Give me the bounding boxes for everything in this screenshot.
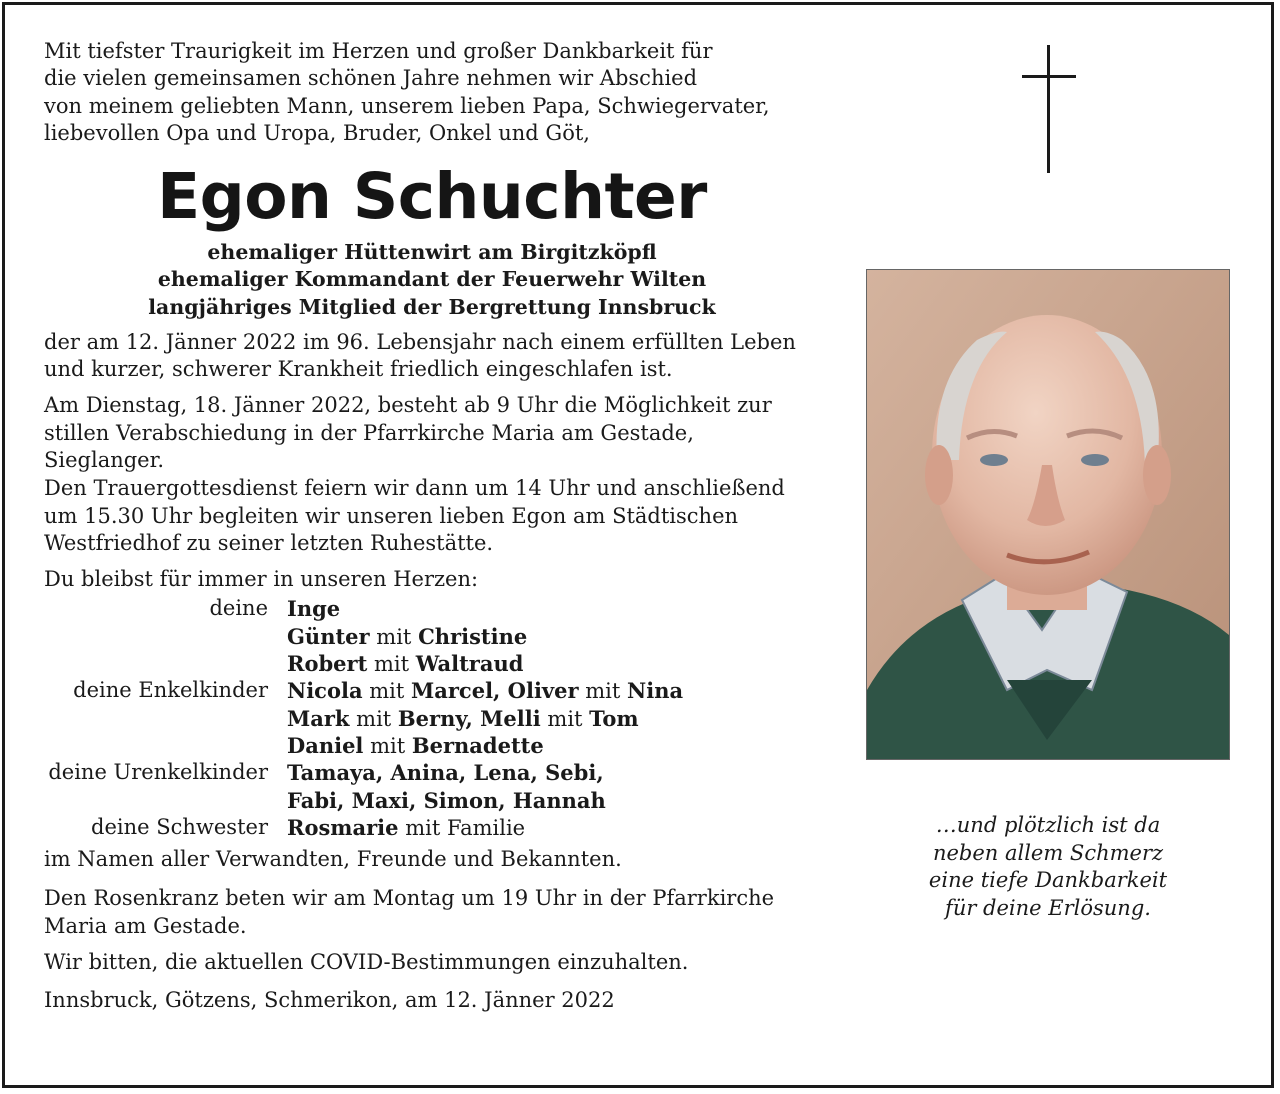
mit-word: mit <box>369 679 405 704</box>
mit-word: mit <box>356 706 392 731</box>
title-line: langjähriges Mitglied der Bergrettung Innsbruck <box>148 294 716 319</box>
covid-line: Wir bitten, die aktuellen COVID-Bestimmungen einzuhalten. <box>44 950 689 975</box>
title-line: ehemaliger Kommandant der Feuerwehr Wilten <box>157 267 707 292</box>
rosary-line: Maria am Gestade. <box>44 913 247 938</box>
family-name: Christine <box>418 623 528 649</box>
service-line: Den Trauergottesdienst feiern wir dann um 14 Uhr und anschließend <box>44 476 785 501</box>
family-names <box>287 705 639 732</box>
ear-left <box>925 445 953 505</box>
intro-line: von meinem geliebten Mann, unserem lieben Papa, Schwiegervater, <box>44 93 770 118</box>
mit-word: mit <box>373 652 410 677</box>
cross-icon <box>1022 45 1076 173</box>
intro-line: Mit tiefster Traurigkeit im Herzen und großer Dankbarkeit für <box>44 39 713 63</box>
family-label: deine Enkelkinder <box>73 678 268 703</box>
family-name: Berny, Melli <box>397 705 541 731</box>
quote-line: eine tiefe Dankbarkeit <box>928 868 1168 892</box>
portrait-illustration <box>867 270 1229 759</box>
mit-word: mit <box>376 624 412 649</box>
service-paragraph <box>44 475 820 557</box>
family-names <box>287 787 606 814</box>
service-line: um 15.30 Uhr begleiten wir unseren lieben Egon am Städtischen <box>44 503 739 528</box>
family-names <box>287 732 544 759</box>
family-label-empty <box>44 732 287 759</box>
ear-right <box>1143 445 1171 505</box>
family-name: Tom <box>589 705 639 731</box>
family-row <box>44 787 820 814</box>
family-list <box>44 595 820 841</box>
family-label: deine Schwester <box>91 814 268 839</box>
family-row <box>44 705 820 732</box>
family-label: deine <box>209 596 268 621</box>
cross-vertical-bar <box>1047 45 1050 173</box>
family-label-empty <box>44 705 287 732</box>
eye-right <box>1081 454 1109 466</box>
family-row <box>44 623 820 650</box>
death-line: und kurzer, schwerer Krankheit friedlich eingeschlafen ist. <box>44 357 673 382</box>
death-line: der am 12. Jänner 2022 im 96. Lebensjahr nach einem erfüllten Leben <box>44 329 796 354</box>
mit-word: mit <box>370 733 406 758</box>
family-name: Bernadette <box>411 732 544 758</box>
portrait-photo <box>866 269 1230 760</box>
title-line: ehemaliger Hüttenwirt am Birgitzköpfl <box>207 240 657 265</box>
family-row <box>44 595 820 622</box>
family-name: Robert <box>287 651 368 677</box>
family-names <box>287 759 604 786</box>
farewell-line: stillen Verabschiedung in der Pfarrkirche Maria am Gestade, Sieglanger. <box>44 420 694 472</box>
relatives-line: im Namen aller Verwandten, Freunde und Bekannten. <box>44 847 622 872</box>
family-name: Marcel, Oliver <box>411 678 579 704</box>
family-row <box>44 759 820 786</box>
family-label-empty <box>44 787 287 814</box>
remain-line: Du bleibst für immer in unseren Herzen: <box>44 567 479 592</box>
family-name: Rosmarie <box>287 814 399 840</box>
farewell-line: Am Dienstag, 18. Jänner 2022, besteht ab 9 Uhr die Möglichkeit zur <box>44 393 772 418</box>
deceased-name: Egon Schuchter <box>157 160 707 234</box>
family-row <box>44 677 820 704</box>
intro-line: die vielen gemeinsamen schönen Jahre nehmen wir Abschied <box>44 66 698 91</box>
family-name: Daniel <box>287 732 364 758</box>
family-name: Fabi, Maxi, Simon, Hannah <box>287 787 606 813</box>
family-names <box>287 650 523 677</box>
family-row <box>44 650 820 677</box>
death-paragraph <box>44 329 820 384</box>
service-line: Westfriedhof zu seiner letzten Ruhestätte. <box>44 530 494 555</box>
family-name: Inge <box>287 596 341 622</box>
family-names <box>287 595 340 622</box>
quote-line: neben allem Schmerz <box>932 840 1164 865</box>
family-label-empty <box>44 623 287 650</box>
cross-horizontal-bar <box>1022 75 1076 78</box>
family-names <box>287 814 525 841</box>
closing-quote <box>906 812 1190 922</box>
family-name: Günter <box>287 623 370 649</box>
titles-block <box>44 239 820 321</box>
family-names <box>287 623 527 650</box>
mit-word: mit <box>547 706 583 731</box>
quote-line: für deine Erlösung. <box>945 895 1151 920</box>
family-name: Nina <box>627 678 684 704</box>
farewell-paragraph <box>44 392 820 474</box>
place-date-line: Innsbruck, Götzens, Schmerikon, am 12. Jänner 2022 <box>44 988 615 1013</box>
rosary-line: Den Rosenkranz beten wir am Montag um 19 Uhr in der Pfarrkirche <box>44 886 775 911</box>
mit-word: mit <box>585 679 621 704</box>
quote-line: …und plötzlich ist da <box>935 813 1161 837</box>
eye-left <box>980 454 1008 466</box>
family-row <box>44 732 820 759</box>
family-name: Mark <box>287 705 350 731</box>
intro-line: liebevollen Opa und Uropa, Bruder, Onkel und Göt, <box>44 120 590 145</box>
family-name: Nicola <box>287 678 363 704</box>
family-names <box>287 677 683 704</box>
family-label: deine Urenkelkinder <box>48 760 268 785</box>
family-label-empty <box>44 650 287 677</box>
family-name: Waltraud <box>415 651 524 677</box>
family-name: Tamaya, Anina, Lena, Sebi, <box>287 760 604 786</box>
rosary-paragraph <box>44 885 820 940</box>
familie-word: mit Familie <box>405 815 526 840</box>
main-text-column <box>44 38 820 1015</box>
family-row <box>44 814 820 841</box>
intro-paragraph <box>44 38 820 147</box>
